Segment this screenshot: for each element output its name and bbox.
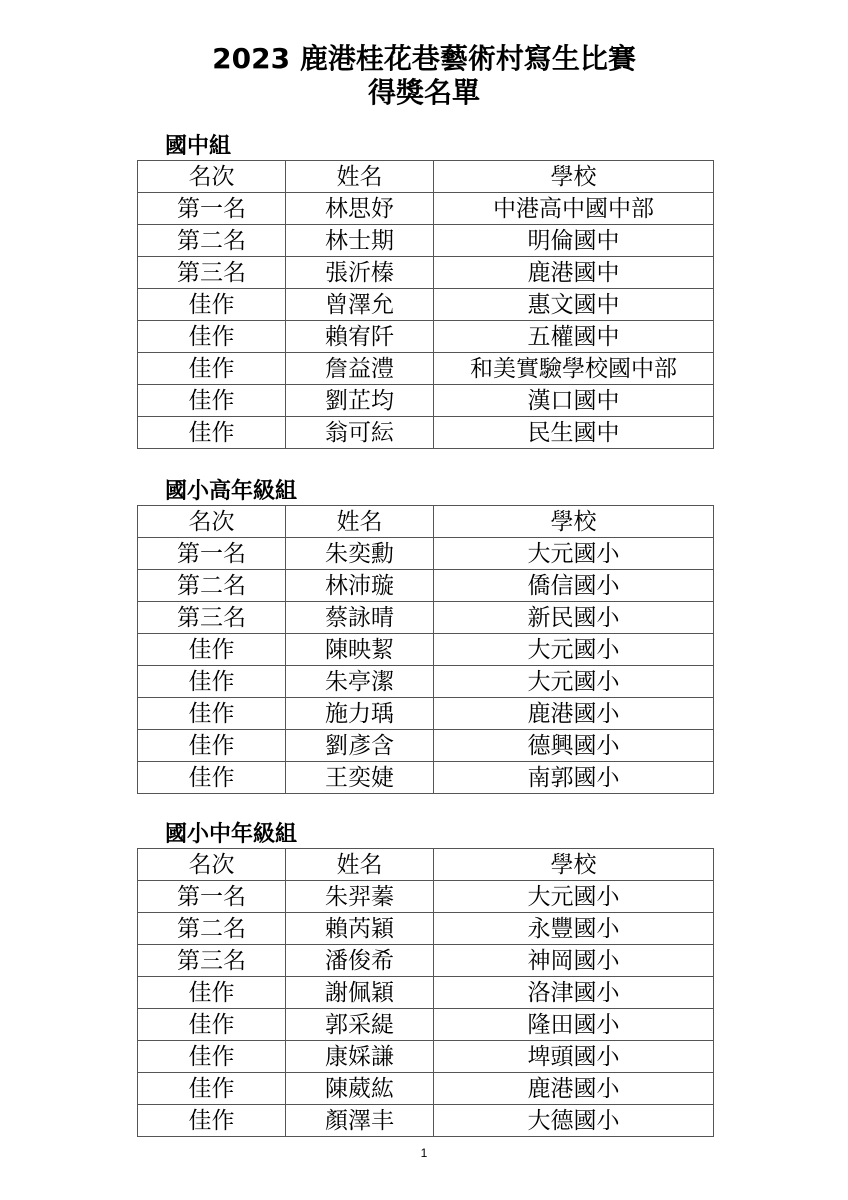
cell-rank: 佳作 <box>138 977 286 1009</box>
cell-rank: 佳作 <box>138 417 286 449</box>
cell-name: 賴芮穎 <box>286 913 434 945</box>
cell-rank: 佳作 <box>138 1073 286 1105</box>
table-row <box>138 257 714 289</box>
section-elementary-upper <box>137 479 713 794</box>
table-row <box>138 698 714 730</box>
cell-school: 南郭國小 <box>434 762 714 794</box>
table-row <box>138 634 714 666</box>
cell-rank: 第一名 <box>138 881 286 913</box>
table-header-row <box>138 849 714 881</box>
cell-rank: 第三名 <box>138 945 286 977</box>
table-row <box>138 1041 714 1073</box>
cell-school: 神岡國小 <box>434 945 714 977</box>
cell-rank: 佳作 <box>138 666 286 698</box>
table-row <box>138 945 714 977</box>
cell-name: 顏澤丰 <box>286 1105 434 1137</box>
header-school: 學校 <box>434 506 714 538</box>
cell-rank: 佳作 <box>138 1105 286 1137</box>
table-row <box>138 353 714 385</box>
cell-school: 中港高中國中部 <box>434 193 714 225</box>
cell-rank: 佳作 <box>138 634 286 666</box>
cell-school: 僑信國小 <box>434 570 714 602</box>
page-number: 1 <box>420 1146 428 1160</box>
header-school: 學校 <box>434 161 714 193</box>
cell-name: 謝佩穎 <box>286 977 434 1009</box>
cell-school: 埤頭國小 <box>434 1041 714 1073</box>
header-rank: 名次 <box>138 161 286 193</box>
section-elementary-middle <box>137 822 713 1137</box>
table-row <box>138 417 714 449</box>
table-row <box>138 1009 714 1041</box>
cell-name: 林沛璇 <box>286 570 434 602</box>
table-row <box>138 913 714 945</box>
cell-school: 鹿港國小 <box>434 1073 714 1105</box>
cell-name: 王奕婕 <box>286 762 434 794</box>
table-row <box>138 570 714 602</box>
cell-school: 鹿港國中 <box>434 257 714 289</box>
table-row <box>138 289 714 321</box>
header-school: 學校 <box>434 849 714 881</box>
cell-name: 朱亭潔 <box>286 666 434 698</box>
table-row <box>138 881 714 913</box>
cell-rank: 第一名 <box>138 193 286 225</box>
cell-name: 潘俊希 <box>286 945 434 977</box>
cell-name: 劉芷均 <box>286 385 434 417</box>
cell-name: 朱奕勳 <box>286 538 434 570</box>
table-row <box>138 762 714 794</box>
cell-name: 曾澤允 <box>286 289 434 321</box>
cell-school: 大元國小 <box>434 666 714 698</box>
cell-school: 明倫國中 <box>434 225 714 257</box>
cell-rank: 佳作 <box>138 289 286 321</box>
cell-rank: 佳作 <box>138 321 286 353</box>
cell-rank: 第一名 <box>138 538 286 570</box>
header-rank: 名次 <box>138 506 286 538</box>
table-row <box>138 730 714 762</box>
cell-name: 陳葳紘 <box>286 1073 434 1105</box>
header-name: 姓名 <box>286 506 434 538</box>
cell-school: 鹿港國小 <box>434 698 714 730</box>
cell-rank: 第二名 <box>138 913 286 945</box>
cell-name: 郭采緹 <box>286 1009 434 1041</box>
table-row <box>138 666 714 698</box>
cell-rank: 佳作 <box>138 1009 286 1041</box>
cell-rank: 佳作 <box>138 353 286 385</box>
awards-table <box>137 848 714 1137</box>
cell-school: 大元國小 <box>434 538 714 570</box>
cell-school: 隆田國小 <box>434 1009 714 1041</box>
table-header-row <box>138 161 714 193</box>
awards-table <box>137 160 714 449</box>
cell-school: 五權國中 <box>434 321 714 353</box>
section-heading: 國小中年級組 <box>165 822 298 847</box>
table-row <box>138 193 714 225</box>
table-row <box>138 602 714 634</box>
cell-rank: 佳作 <box>138 385 286 417</box>
awards-table <box>137 505 714 794</box>
cell-name: 康婇謙 <box>286 1041 434 1073</box>
cell-school: 大元國小 <box>434 634 714 666</box>
header-name: 姓名 <box>286 161 434 193</box>
table-row <box>138 225 714 257</box>
cell-name: 劉彥含 <box>286 730 434 762</box>
cell-school: 民生國中 <box>434 417 714 449</box>
cell-name: 朱羿蓁 <box>286 881 434 913</box>
cell-school: 大德國小 <box>434 1105 714 1137</box>
cell-name: 林士期 <box>286 225 434 257</box>
section-heading: 國小高年級組 <box>165 479 298 504</box>
cell-name: 張沂榛 <box>286 257 434 289</box>
cell-school: 洛津國小 <box>434 977 714 1009</box>
cell-rank: 佳作 <box>138 762 286 794</box>
section-heading: 國中組 <box>165 134 232 159</box>
table-row <box>138 1105 714 1137</box>
cell-name: 陳映絜 <box>286 634 434 666</box>
table-row <box>138 538 714 570</box>
cell-name: 詹益澧 <box>286 353 434 385</box>
table-row <box>138 321 714 353</box>
cell-school: 惠文國中 <box>434 289 714 321</box>
section-junior-high <box>137 134 713 449</box>
table-row <box>138 1073 714 1105</box>
cell-rank: 佳作 <box>138 730 286 762</box>
cell-rank: 第三名 <box>138 602 286 634</box>
cell-school: 永豐國小 <box>434 913 714 945</box>
cell-school: 德興國小 <box>434 730 714 762</box>
cell-rank: 佳作 <box>138 698 286 730</box>
cell-name: 翁可紜 <box>286 417 434 449</box>
cell-name: 林思妤 <box>286 193 434 225</box>
cell-rank: 第三名 <box>138 257 286 289</box>
document-subtitle: 得獎名單 <box>367 76 480 109</box>
cell-school: 和美實驗學校國中部 <box>434 353 714 385</box>
header-rank: 名次 <box>138 849 286 881</box>
cell-rank: 第二名 <box>138 225 286 257</box>
cell-school: 漢口國中 <box>434 385 714 417</box>
table-row <box>138 385 714 417</box>
header-name: 姓名 <box>286 849 434 881</box>
cell-name: 賴宥阡 <box>286 321 434 353</box>
table-row <box>138 977 714 1009</box>
document-title: 2023 鹿港桂花巷藝術村寫生比賽 <box>212 42 636 75</box>
cell-rank: 第二名 <box>138 570 286 602</box>
cell-school: 新民國小 <box>434 602 714 634</box>
cell-name: 蔡詠晴 <box>286 602 434 634</box>
cell-name: 施力瑀 <box>286 698 434 730</box>
table-header-row <box>138 506 714 538</box>
cell-school: 大元國小 <box>434 881 714 913</box>
cell-rank: 佳作 <box>138 1041 286 1073</box>
